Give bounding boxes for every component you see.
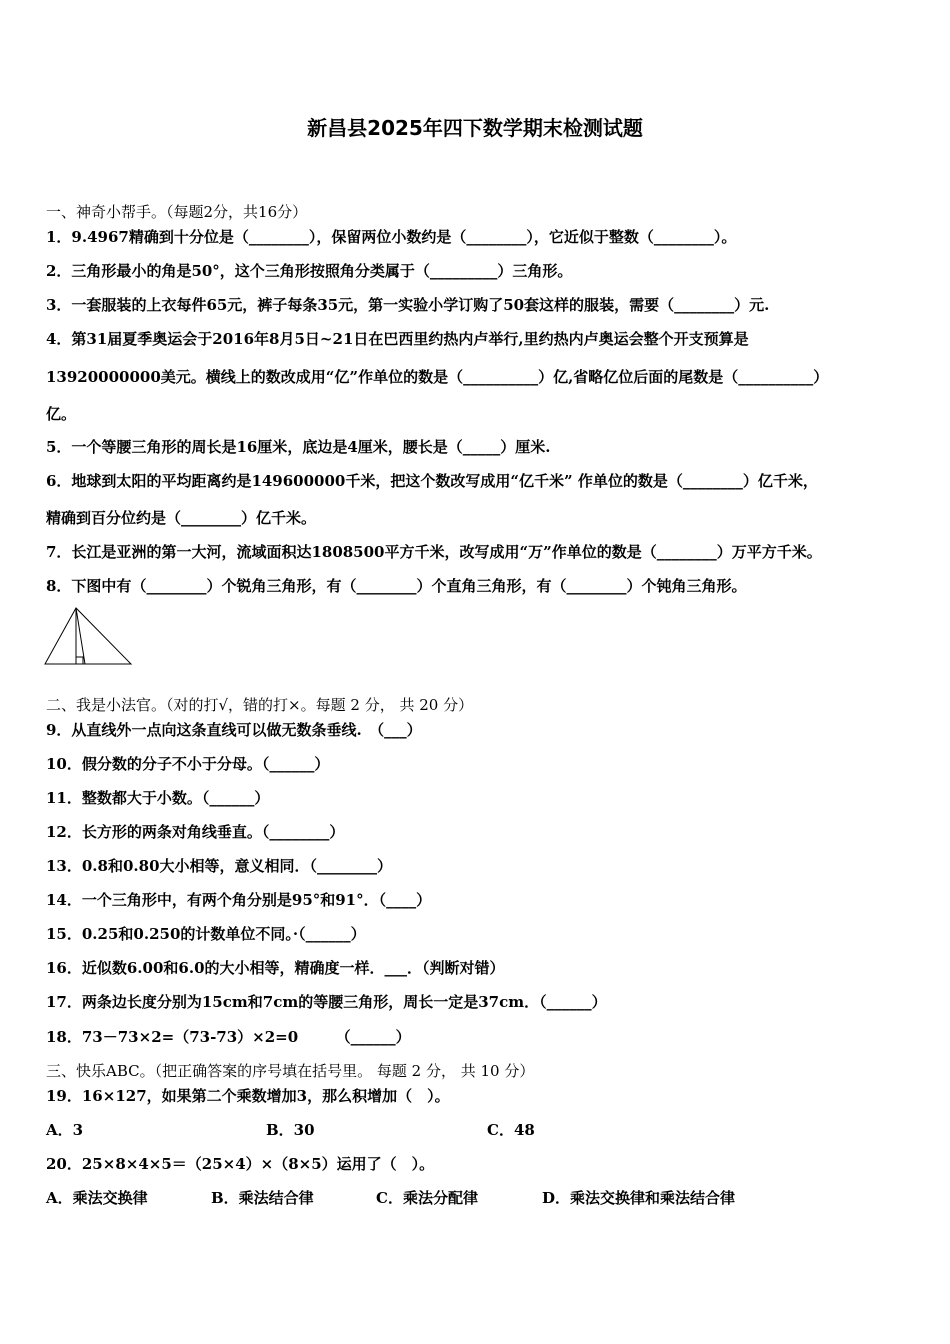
- question-12: 12．长方形的两条对角线垂直。（________）: [46, 823, 345, 841]
- option-b: B．30: [266, 1121, 315, 1139]
- question-10: 10．假分数的分子不小于分母。（______）: [46, 755, 330, 773]
- question-20: 20．25×8×4×5＝（25×4）×（8×5）运用了（ ）。: [46, 1155, 435, 1173]
- section-heading-2: 二、我是小法官。（对的打√，错的打×。每题 2 分， 共 20 分）: [46, 696, 474, 714]
- question-11: 11．整数都大于小数。（______）: [46, 789, 270, 807]
- option-c: C．48: [487, 1121, 535, 1139]
- option-d: D．乘法交换律和乘法结合律: [542, 1189, 736, 1207]
- question-4-line-1: 4．第31届夏季奥运会于2016年8月5日~21日在巴西里约热内卢举行,里约热内卢奥运会整个开支预算是: [46, 330, 749, 348]
- question-17: 17．两条边长度分别为15cm和7cm的等腰三角形，周长一定是37cm．（______）: [46, 993, 607, 1011]
- page-title: 新昌县2025年四下数学期末检测试题: [307, 116, 643, 140]
- question-19-options: [46, 1120, 906, 1140]
- question-4-line-2: 13920000000美元。横线上的数改成用“亿”作单位的数是（__________）亿,省略亿位后面的尾数是（__________）: [46, 368, 829, 386]
- section-heading-3: 三、快乐ABC。（把正确答案的序号填在括号里。 每题 2 分， 共 10 分）: [46, 1062, 535, 1080]
- question-2: 2．三角形最小的角是50°，这个三角形按照角分类属于（_________）三角形。: [46, 262, 573, 280]
- option-c: C．乘法分配律: [376, 1189, 478, 1207]
- question-13: 13．0.8和0.80大小相等，意义相同．（________）: [46, 857, 393, 875]
- question-9: 9．从直线外一点向这条直线可以做无数条垂线. （___）: [46, 721, 422, 739]
- option-a: A．乘法交换律: [46, 1189, 148, 1207]
- question-16: 16．近似数6.00和6.0的大小相等，精确度一样．___．（判断对错）: [46, 959, 505, 977]
- question-14: 14．一个三角形中，有两个角分别是95°和91°．（____）: [46, 891, 432, 909]
- question-4-line-3: 亿。: [46, 405, 77, 423]
- question-15: 15．0.25和0.250的计数单位不同。·（______）: [46, 925, 366, 943]
- section-heading-1: 一、神奇小帮手。（每题2分，共16分）: [46, 203, 308, 221]
- option-b: B．乘法结合律: [211, 1189, 314, 1207]
- question-7: 7．长江是亚洲的第一大河，流域面积达1808500平方千米，改写成用“万”作单位的数是（________）万平方千米。: [46, 543, 822, 561]
- question-3: 3．一套服装的上衣每件65元，裤子每条35元，第一实验小学订购了50套这样的服装，需要（________）元.: [46, 296, 770, 314]
- question-8: 8．下图中有（________）个锐角三角形，有（________）个直角三角形，有（________）个钝角三角形。: [46, 577, 747, 595]
- question-1: 1．9.4967精确到十分位是（________），保留两位小数约是（________），它近似于整数（________）。: [46, 228, 737, 246]
- triangle-figure: [44, 606, 134, 668]
- question-18: 18．73－73×2=（73-73）×2=0 （______）: [46, 1028, 411, 1046]
- question-5: 5．一个等腰三角形的周长是16厘米，底边是4厘米，腰长是（_____）厘米.: [46, 438, 551, 456]
- question-6-line-2: 精确到百分位约是（________）亿千米。: [46, 509, 317, 527]
- option-a: A．3: [46, 1121, 84, 1139]
- question-6-line-1: 6．地球到太阳的平均距离约是149600000千米，把这个数改写成用“亿千米” 作单位的数是（________）亿千米，: [46, 472, 818, 490]
- question-19: 19．16×127，如果第二个乘数增加3，那么积增加（ ）。: [46, 1087, 450, 1105]
- question-20-options: [46, 1188, 906, 1208]
